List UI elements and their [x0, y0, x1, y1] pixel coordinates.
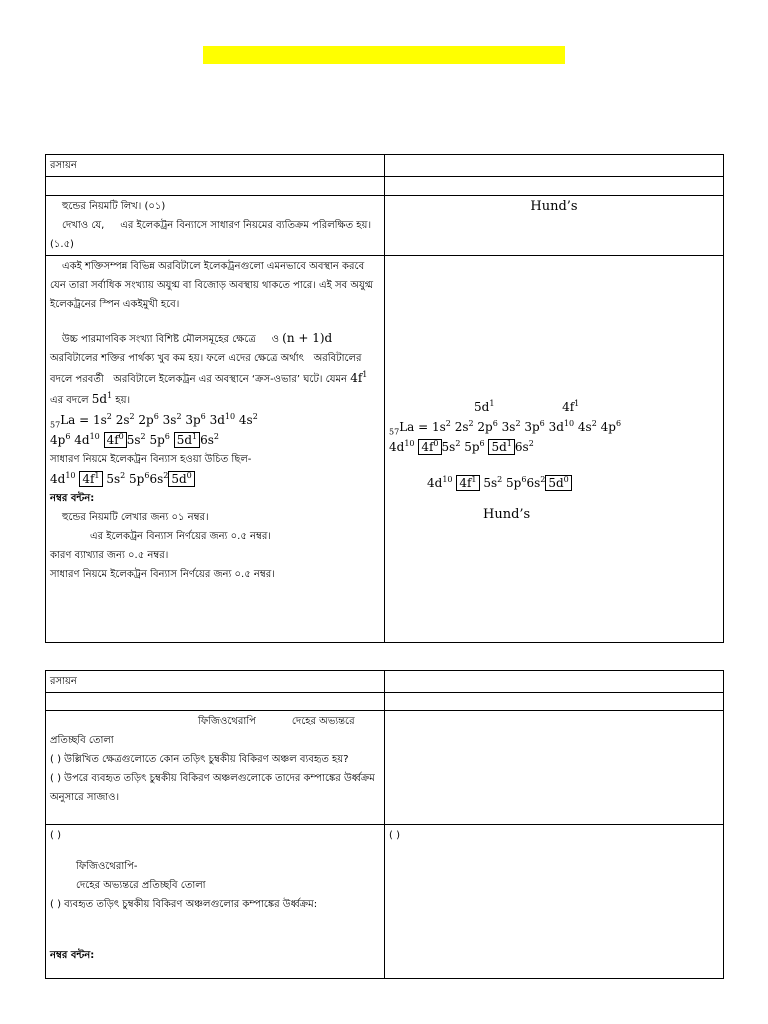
answer-a-label: ( ) — [50, 830, 61, 841]
marks-title: নম্বর বন্টন: — [50, 493, 95, 504]
title-highlight-bar — [203, 46, 565, 64]
subject-cell — [46, 671, 385, 693]
note-label: ( ) — [389, 830, 400, 841]
empty-cell — [385, 155, 724, 177]
la-config-line-1: $_{57}La = 1s^2$ $2s^2$ $2p^6$ $3s^2$ $3p^6$ $3d^{10}$ $4s^2$ — [50, 412, 258, 430]
marks-line-1: হুন্ডের নিয়মটি লেখার জন্য ০১ নম্বর। — [62, 512, 209, 523]
la-config-line-2: $4p^6$ $4d^{10}$ $4f^0$ $5s^2$ $5p^6$ $5d^1$ $6s^2$ — [50, 432, 220, 447]
answer-b: ( ) ব্যবহৃত তড়িৎ চুম্বকীয় বিকিরণ অঞ্চলগুলোর কম্পাঙ্কের উর্ধ্বক্রম: — [50, 899, 318, 910]
question-2: দেখাও যে, এর ইলেকট্রন বিন্যাসে সাধারণ নিয়মের ব্যতিক্রম পরিলক্ষিত হয়। (১.৫) — [50, 220, 372, 250]
marks-line-4: সাধারণ নিয়মে ইলেকট্রন বিন্যাস নির্ণয়ের জন্য ০.৫ নম্বর। — [50, 569, 275, 580]
subject-cell — [46, 155, 385, 177]
stem-line-2: প্রতিচ্ছবি তোলা — [50, 735, 114, 746]
la-config-note-line-1: $_{57}La = 1s^2$ $2s^2$ $2p^6$ $3s^2$ $3p^6$ $3d^{10}$ $4s^2$ $4p^6$ — [389, 419, 622, 437]
empty-cell — [385, 693, 724, 711]
question-b: ( ) উপরে ব্যবহৃত তড়িৎ চুম্বকীয় বিকিরণ অঞ্চলগুলোকে তাদের কম্পাঙ্কের উর্ধ্বক্রম অনুসারে সাজাও। — [50, 773, 375, 803]
physio-line: ফিজিওথেরাপি- — [76, 861, 138, 872]
marks-title: নম্বর বন্টন: — [50, 950, 95, 961]
subject-label: রসায়ন — [50, 160, 77, 171]
marks-line-2: এর ইলেকট্রন বিন্যাস নির্ণয়ের জন্য ০.৫ নম্বর। — [90, 531, 271, 542]
expected-config-note: $4d^{10}$ $4f^1$ $5s^2$ $5p^66s^2$ $5d^0$ — [389, 473, 719, 493]
question-note-cell — [385, 196, 724, 256]
hund-rule-paragraph: একই শক্তিসম্পন্ন বিভিন্ন অরবিটালে ইলেকট্রনগুলো এমনভাবে অবস্থান করবে যেন তারা সর্বাধিক সংখ্যায় অযুগ্ম বা বিজোড় অবস্থায় থাকতে পারে। এই সব অযুগ্ম ইলেকট্রনের স্পিন একইমুখী হবে। — [50, 261, 374, 310]
crossover-paragraph: উচ্চ পারমাণবিক সংখ্যা বিশিষ্ট মৌলসমূহের ক্ষেত্রে ও (n + 1)d অরবিটালের শক্তির পার্থক্য খুব কম হয়। ফলে এদের ক্ষেত্রে অর্থাৎ অরবিটালের বদলে পরবর্তী অরবিটালে ইলেকট্রন এর অবস্থানে ‘ক্রস-ওভার’ ঘটে। যেমন $4f^1$ এর বদলে $5d^1$ হয়। — [50, 331, 368, 406]
answer-cell — [46, 256, 385, 643]
stem-line-1: ফিজিওথেরাপি দেহের অভ্যন্তরে — [198, 716, 355, 727]
question-a: ( ) উল্লিখিত ক্ষেত্রগুলোতে কোন তড়িৎ চুম্বকীয় বিকিরণ অঞ্চল ব্যবহৃত হয়? — [50, 754, 349, 765]
answer-note-cell — [385, 825, 724, 979]
question-table-2 — [45, 670, 724, 979]
question-1: হুন্ডের নিয়মটি লিখ। (০১) — [62, 201, 166, 212]
la-config-note-line-2: $4d^{10}$ $4f^0$ $5s^2$ $5p^6$ $5d^1$ $6s^2$ — [389, 439, 534, 454]
question-cell — [46, 711, 385, 825]
hund-note: Hund’s — [483, 507, 531, 522]
answer-note-cell — [385, 256, 724, 643]
empty-cell — [385, 711, 724, 825]
empty-cell — [385, 671, 724, 693]
config-labels: $5d^1$ $4f^1$ — [474, 399, 580, 414]
empty-cell — [46, 177, 385, 196]
empty-cell — [46, 693, 385, 711]
expected-config: $4d^{10}$ $4f^1$ $5s^2$ $5p^66s^2$ $5d^0$ — [50, 469, 380, 489]
hund-label: Hund’s — [530, 199, 578, 214]
question-table-1 — [45, 154, 724, 643]
question-cell — [46, 196, 385, 256]
imaging-line: দেহের অভ্যন্তরে প্রতিচ্ছবি তোলা — [76, 880, 206, 891]
marks-line-3: কারণ ব্যাখ্যার জন্য ০.৫ নম্বর। — [50, 550, 169, 561]
normal-rule-text: সাধারণ নিয়মে ইলেকট্রন বিন্যাস হওয়া উচিত ছিল- — [50, 454, 252, 465]
answer-cell — [46, 825, 385, 979]
empty-cell — [385, 177, 724, 196]
subject-label: রসায়ন — [50, 676, 77, 687]
